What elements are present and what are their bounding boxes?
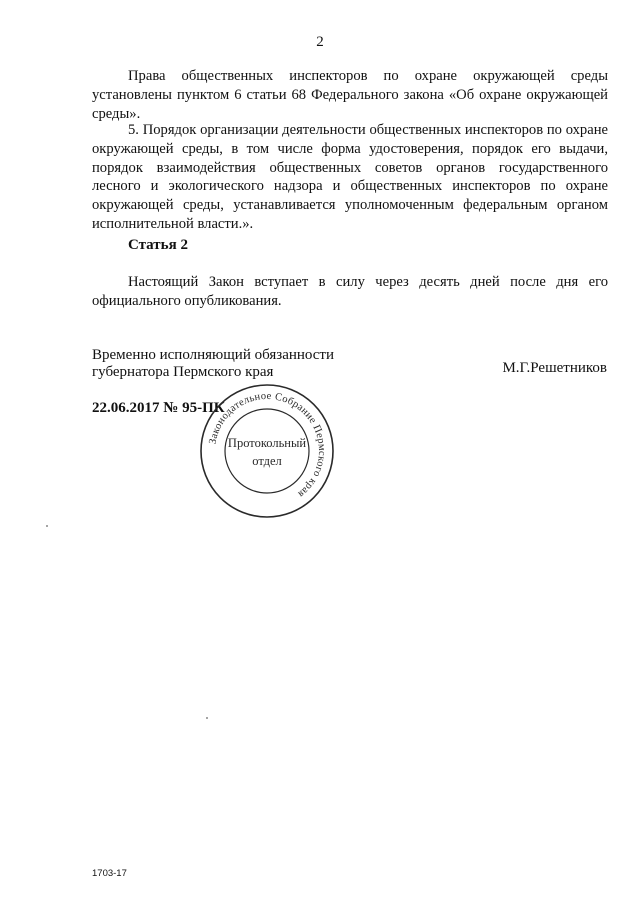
footer-code: 1703-17: [92, 868, 127, 879]
stamp-inner-ring: [225, 409, 309, 493]
date-and-number: 22.06.2017 № 95-ПК: [92, 400, 225, 416]
signatory-title: [92, 347, 334, 381]
article-heading: Статья 2: [128, 237, 188, 253]
signatory-title-line1: Временно исполняющий обязанности: [92, 347, 335, 363]
paragraph-inspector-rights: Права общественных инспекторов по охране окружающей среды установлены пунктом 6 статьи 68 Федерального закона «Об охране окружающей среды».: [92, 68, 608, 122]
scan-speck: [206, 717, 208, 719]
signatory-title-line2: губернатора Пермского края: [92, 364, 274, 380]
stamp-center-line2: отдел: [252, 454, 282, 468]
paragraph-procedure: 5. Порядок организации деятельности общественных инспекторов по охране окружающей среды, в том числе форма удостоверения, порядок его выдачи, порядок взаимодействия общественных советов органов государственного лесного и экологического надзора и общественных инспекторов по охране окружающей среды, устанавливается уполномоченным федеральным органом исполнительной власти.».: [92, 122, 608, 232]
page-number: 2: [316, 34, 324, 50]
seal-stamp-icon: [197, 381, 337, 521]
stamp-outer-ring: [201, 385, 333, 517]
article-text: Настоящий Закон вступает в силу через десять дней после дня его официального опубликования.: [92, 274, 608, 309]
signatory-name: М.Г.Решетников: [502, 360, 607, 376]
stamp-ring-text: Законодательное Собрание Пермского края: [207, 390, 328, 500]
stamp-center-line1: Протокольный: [227, 436, 307, 450]
scan-speck: [46, 525, 48, 527]
